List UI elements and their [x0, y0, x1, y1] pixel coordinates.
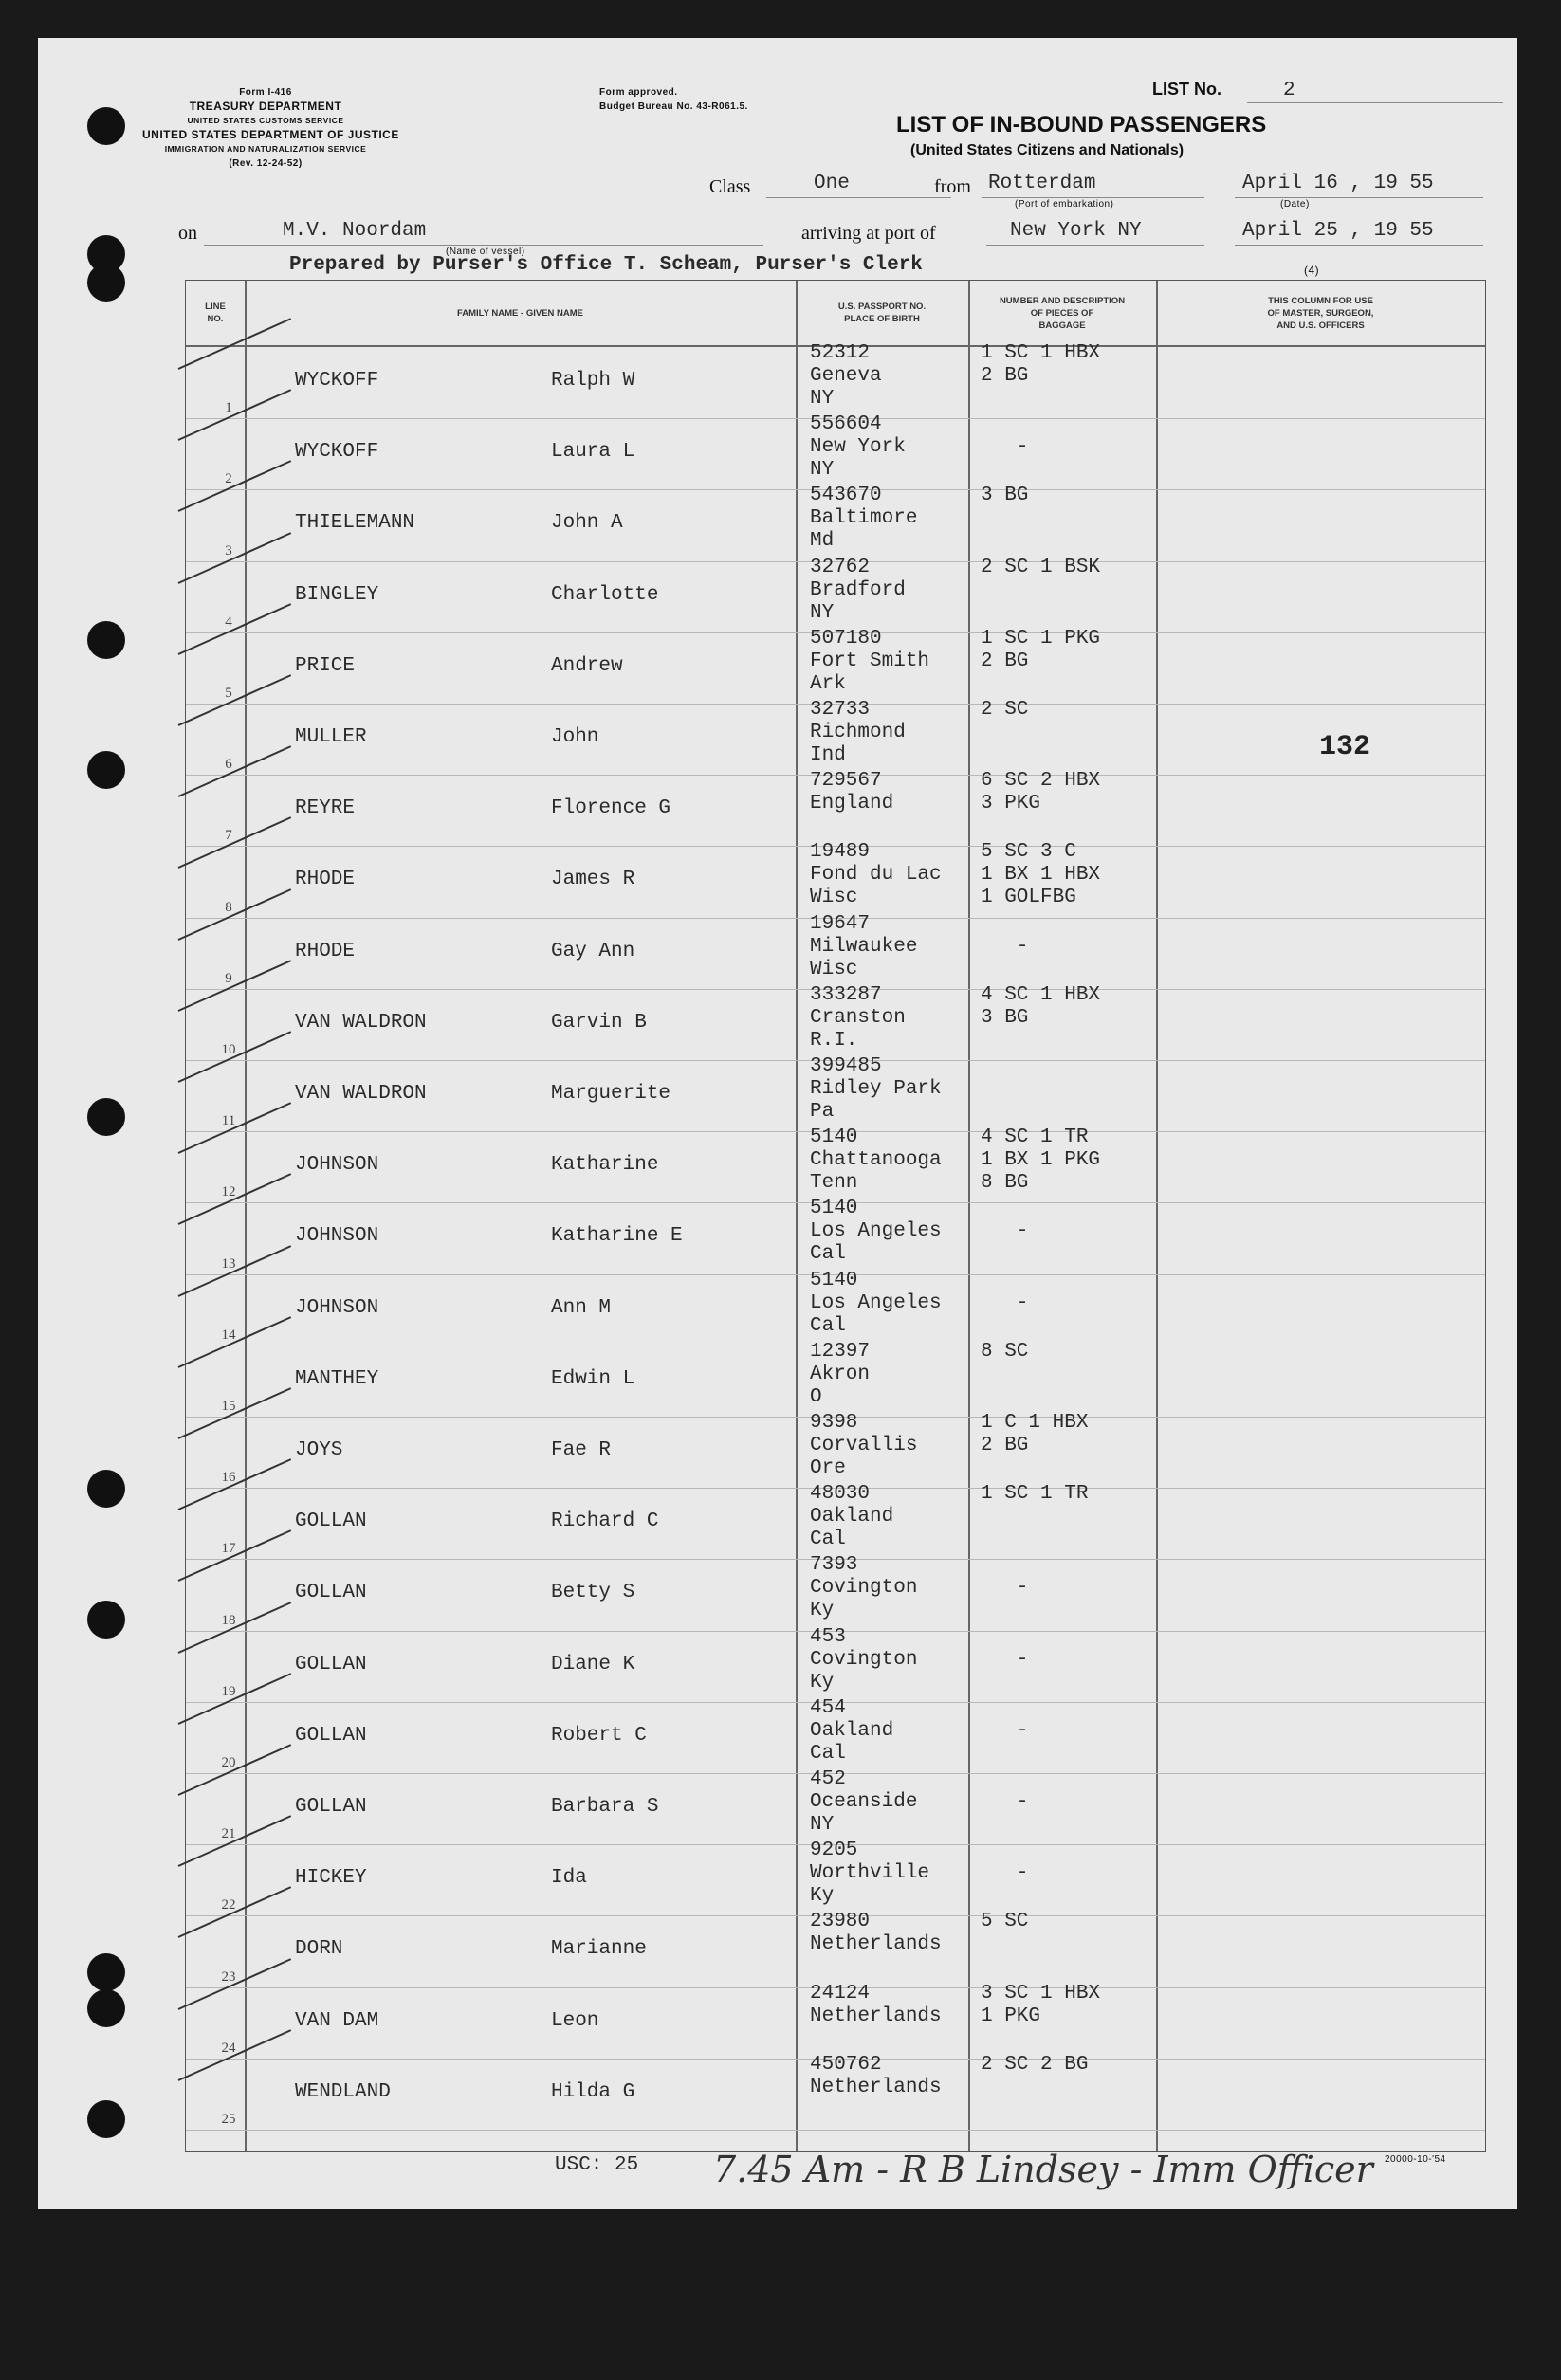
baggage-description: -: [1016, 1791, 1029, 1813]
passport-birthplace: 19489 Fond du Lac Wisc: [810, 841, 942, 909]
revision: (Rev. 12-24-52): [229, 158, 303, 169]
given-name: Barbara S: [551, 1796, 659, 1818]
form-number: Form I-416: [239, 87, 292, 98]
table-row: [186, 1625, 1485, 1703]
passport-birthplace: 9205 Worthville Ky: [810, 1840, 930, 1908]
line-number: 21: [221, 1826, 236, 1842]
table-row: [186, 1198, 1485, 1274]
list-label: LIST No.: [1152, 80, 1221, 99]
baggage-description: -: [1016, 1220, 1029, 1243]
table-row: [186, 342, 1485, 419]
family-name: WYCKOFF: [295, 370, 379, 392]
binder-hole: [87, 1470, 125, 1508]
family-name: RHODE: [295, 869, 356, 891]
family-name: MANTHEY: [295, 1367, 379, 1390]
line-number: 11: [221, 1113, 236, 1129]
family-name: GOLLAN: [295, 1724, 367, 1747]
form-print-code: 20000-10-'54: [1385, 2154, 1446, 2165]
table-row: [186, 556, 1485, 633]
baggage-description: 2 SC: [981, 699, 1029, 721]
binder-hole: [87, 264, 125, 302]
passport-birthplace: 48030 Oakland Cal: [810, 1483, 894, 1551]
family-name: THIELEMANN: [295, 512, 415, 535]
family-name: WENDLAND: [295, 2080, 391, 2103]
family-name: VAN WALDRON: [295, 1011, 427, 1034]
given-name: Robert C: [551, 1724, 647, 1747]
line-number: 12: [221, 1184, 236, 1200]
given-name: Charlotte: [551, 583, 659, 606]
table-row: [186, 1554, 1485, 1631]
form-subtitle: (United States Citizens and Nationals): [910, 142, 1185, 158]
binder-hole: [87, 1098, 125, 1136]
baggage-description: 2 SC 1 BSK: [981, 556, 1101, 578]
passport-birthplace: 32733 Richmond Ind: [810, 699, 906, 766]
manifest-page: [38, 38, 1517, 2209]
given-name: Diane K: [551, 1653, 635, 1675]
baggage-description: 2 SC 2 BG: [981, 2053, 1089, 2076]
given-name: Hilda G: [551, 2080, 635, 2103]
family-name: JOHNSON: [295, 1154, 379, 1177]
given-name: John: [551, 726, 599, 748]
given-name: Betty S: [551, 1582, 635, 1604]
family-name: VAN WALDRON: [295, 1083, 427, 1105]
line-number: 3: [225, 542, 232, 558]
baggage-description: 3 SC 1 HBX 1 PKG: [981, 1982, 1101, 2027]
table-row: [186, 1911, 1485, 1987]
line-number: 6: [225, 757, 232, 773]
line-number: 2: [225, 471, 232, 487]
departure-date: April 16 , 19 55: [1242, 173, 1434, 194]
family-name: PRICE: [295, 654, 356, 677]
given-name: Leon: [551, 2009, 599, 2032]
justice-dept: UNITED STATES DEPARTMENT OF JUSTICE: [142, 128, 399, 141]
line-number: 20: [221, 1754, 236, 1770]
table-row: [186, 1055, 1485, 1132]
family-name: RHODE: [295, 940, 356, 962]
passport-birthplace: 454 Oakland Cal: [810, 1696, 894, 1765]
binder-hole: [87, 1601, 125, 1639]
baggage-description: -: [1016, 1862, 1029, 1885]
given-name: Ralph W: [551, 370, 635, 392]
given-name: Marguerite: [551, 1083, 671, 1105]
passport-birthplace: 9398 Corvallis Ore: [810, 1412, 918, 1479]
table-row: [186, 1982, 1485, 2060]
budget-number: Budget Bureau No. 43-R061.5.: [599, 101, 748, 112]
line-number: 10: [221, 1041, 236, 1057]
page-mark: (4): [1304, 264, 1320, 277]
table-row: [186, 2053, 1485, 2131]
list-underline: [1247, 102, 1503, 103]
given-name: Florence G: [551, 797, 671, 820]
col-header-line: LINE NO.: [205, 302, 226, 324]
baggage-description: -: [1016, 1577, 1029, 1600]
line-number: 23: [221, 1968, 236, 1985]
table-row: [186, 770, 1485, 847]
line-number: 7: [225, 828, 232, 844]
passport-birthplace: 23980 Netherlands: [810, 1911, 942, 1956]
passport-birthplace: 333287 Cranston R.I.: [810, 983, 906, 1052]
family-name: GOLLAN: [295, 1796, 367, 1818]
passport-birthplace: 24124 Netherlands: [810, 1982, 942, 2027]
arrival-date-underline: [1235, 245, 1483, 246]
embark-port-label: (Port of embarkation): [1015, 199, 1114, 210]
passenger-table: [185, 280, 1486, 2152]
binder-hole: [87, 1989, 125, 2027]
table-row: [186, 1768, 1485, 1845]
vessel-label: (Name of vessel): [446, 247, 525, 257]
baggage-description: 1 C 1 HBX 2 BG: [981, 1412, 1089, 1456]
baggage-description: 4 SC 1 TR 1 BX 1 PKG 8 BG: [981, 1126, 1101, 1195]
baggage-description: 5 SC 3 C 1 BX 1 HBX 1 GOLFBG: [981, 841, 1101, 909]
given-name: Richard C: [551, 1510, 659, 1533]
on-label: on: [178, 223, 197, 244]
passport-birthplace: 19647 Milwaukee Wisc: [810, 912, 918, 980]
table-row: [186, 1126, 1485, 1203]
passport-birthplace: 5140 Los Angeles Cal: [810, 1198, 942, 1266]
line-number: 25: [221, 2111, 236, 2127]
treasury-dept: TREASURY DEPARTMENT: [189, 100, 342, 113]
arrival-date: April 25 , 19 55: [1242, 220, 1434, 242]
table-row: [186, 1696, 1485, 1774]
family-name: GOLLAN: [295, 1510, 367, 1533]
given-name: Katharine E: [551, 1225, 683, 1248]
col-header-officers: THIS COLUMN FOR USE OF MASTER, SURGEON, AND U.S. OFFICERS: [1267, 295, 1374, 331]
binder-hole: [87, 751, 125, 789]
table-row: [186, 1483, 1485, 1560]
arrival-port: New York NY: [1010, 220, 1142, 242]
given-name: Fae R: [551, 1439, 612, 1461]
line-number: 8: [225, 899, 232, 915]
passport-birthplace: 32762 Bradford NY: [810, 556, 906, 624]
baggage-description: 8 SC: [981, 1340, 1029, 1363]
table-row: [186, 1340, 1485, 1418]
binder-hole: [87, 1953, 125, 1991]
family-name: GOLLAN: [295, 1653, 367, 1675]
baggage-description: -: [1016, 1291, 1029, 1314]
family-name: BINGLEY: [295, 583, 379, 606]
class-value: One: [814, 173, 850, 194]
given-name: Ann M: [551, 1296, 612, 1319]
list-number: 2: [1283, 80, 1295, 101]
given-name: Andrew: [551, 654, 623, 677]
table-row: [186, 485, 1485, 561]
given-name: James R: [551, 869, 635, 891]
line-number: 5: [225, 685, 232, 701]
customs-service: UNITED STATES CUSTOMS SERVICE: [187, 116, 344, 125]
table-row: [186, 983, 1485, 1061]
table-row: [186, 912, 1485, 990]
family-name: GOLLAN: [295, 1582, 367, 1604]
passport-birthplace: 452 Oceanside NY: [810, 1768, 918, 1836]
table-row: [186, 1412, 1485, 1489]
class-label: Class: [709, 176, 751, 197]
line-number: 4: [225, 613, 232, 630]
embark-port: Rotterdam: [988, 173, 1096, 194]
baggage-description: -: [1016, 1648, 1029, 1671]
passport-birthplace: 556604 New York NY: [810, 413, 906, 482]
baggage-description: 3 BG: [981, 485, 1029, 507]
baggage-description: -: [1016, 1719, 1029, 1742]
table-row: [186, 627, 1485, 705]
given-name: Laura L: [551, 441, 635, 464]
line-number: 15: [221, 1398, 236, 1414]
officer-note: 132: [1319, 731, 1371, 763]
passport-birthplace: 450762 Netherlands: [810, 2053, 942, 2098]
line-number: 19: [221, 1683, 236, 1699]
family-name: WYCKOFF: [295, 441, 379, 464]
agency-block: [142, 85, 399, 171]
col-header-name: FAMILY NAME - GIVEN NAME: [456, 307, 583, 319]
given-name: Katharine: [551, 1154, 659, 1177]
from-label: from: [934, 176, 971, 197]
family-name: DORN: [295, 1938, 343, 1961]
baggage-description: 5 SC: [981, 1911, 1029, 1933]
passport-birthplace: 543670 Baltimore Md: [810, 485, 918, 553]
family-name: VAN DAM: [295, 2009, 379, 2032]
table-row: [186, 841, 1485, 918]
passport-birthplace: 52312 Geneva NY: [810, 342, 882, 410]
baggage-description: 1 SC 1 PKG 2 BG: [981, 627, 1101, 672]
family-name: MULLER: [295, 726, 367, 748]
passport-birthplace: 7393 Covington Ky: [810, 1554, 918, 1622]
line-number: 13: [221, 1255, 236, 1272]
date-underline: [1235, 197, 1483, 198]
form-approved: Form approved.: [599, 87, 678, 98]
given-name: Edwin L: [551, 1367, 635, 1390]
line-number: 22: [221, 1897, 236, 1913]
line-number: 24: [221, 2040, 236, 2056]
ins-service: IMMIGRATION AND NATURALIZATION SERVICE: [164, 144, 367, 154]
passport-birthplace: 12397 Akron O: [810, 1340, 871, 1408]
line-number: 9: [225, 970, 232, 986]
prepared-by: Prepared by Purser's Office T. Scheam, Purser's Clerk: [289, 254, 923, 276]
table-row: [186, 1269, 1485, 1346]
handwritten-signature-line: 7.45 Am - R B Lindsey - Imm Officer: [713, 2149, 1373, 2190]
baggage-description: 1 SC 1 HBX 2 BG: [981, 342, 1101, 387]
line-number: 1: [225, 400, 232, 416]
binder-hole: [87, 621, 125, 659]
binder-hole: [87, 107, 125, 145]
col-header-baggage: NUMBER AND DESCRIPTION OF PIECES OF BAGGAGE: [999, 295, 1126, 331]
baggage-description: 4 SC 1 HBX 3 BG: [981, 983, 1101, 1029]
passport-birthplace: 399485 Ridley Park Pa: [810, 1055, 942, 1123]
baggage-description: 6 SC 2 HBX 3 PKG: [981, 770, 1101, 815]
family-name: REYRE: [295, 797, 356, 820]
form-title: LIST OF IN-BOUND PASSENGERS: [896, 112, 1267, 137]
table-row: [186, 699, 1485, 776]
table-row: [186, 1840, 1485, 1916]
family-name: JOHNSON: [295, 1225, 379, 1248]
given-name: Ida: [551, 1867, 587, 1890]
binder-hole: [87, 2100, 125, 2138]
usc-total: USC: 25: [555, 2154, 639, 2176]
arriving-label: arriving at port of: [801, 223, 936, 244]
arrival-underline: [986, 245, 1204, 246]
line-number: 18: [221, 1612, 236, 1628]
list-number-block: [1152, 80, 1295, 101]
family-name: JOYS: [295, 1439, 343, 1461]
passport-birthplace: 453 Covington Ky: [810, 1625, 918, 1693]
baggage-description: -: [1016, 436, 1029, 459]
family-name: HICKEY: [295, 1867, 367, 1890]
col-header-passport: U.S. PASSPORT NO. PLACE OF BIRTH: [837, 302, 927, 324]
class-underline: [766, 197, 951, 198]
passport-birthplace: 5140 Chattanooga Tenn: [810, 1126, 942, 1195]
baggage-description: 1 SC 1 TR: [981, 1483, 1089, 1506]
line-number: 16: [221, 1470, 236, 1486]
line-number: 17: [221, 1541, 236, 1557]
family-name: JOHNSON: [295, 1296, 379, 1319]
given-name: Gay Ann: [551, 940, 635, 962]
given-name: John A: [551, 512, 623, 535]
date-label: (Date): [1280, 199, 1310, 210]
table-row: [186, 413, 1485, 490]
approval-block: [599, 85, 748, 114]
vessel-name: M.V. Noordam: [283, 220, 427, 242]
passport-birthplace: 5140 Los Angeles Cal: [810, 1269, 942, 1337]
table-body: [186, 342, 1485, 2151]
given-name: Garvin B: [551, 1011, 647, 1034]
line-number: 14: [221, 1327, 236, 1343]
given-name: Marianne: [551, 1938, 647, 1961]
passport-birthplace: 729567 England: [810, 770, 894, 815]
baggage-description: -: [1016, 935, 1029, 958]
passport-birthplace: 507180 Fort Smith Ark: [810, 627, 930, 695]
